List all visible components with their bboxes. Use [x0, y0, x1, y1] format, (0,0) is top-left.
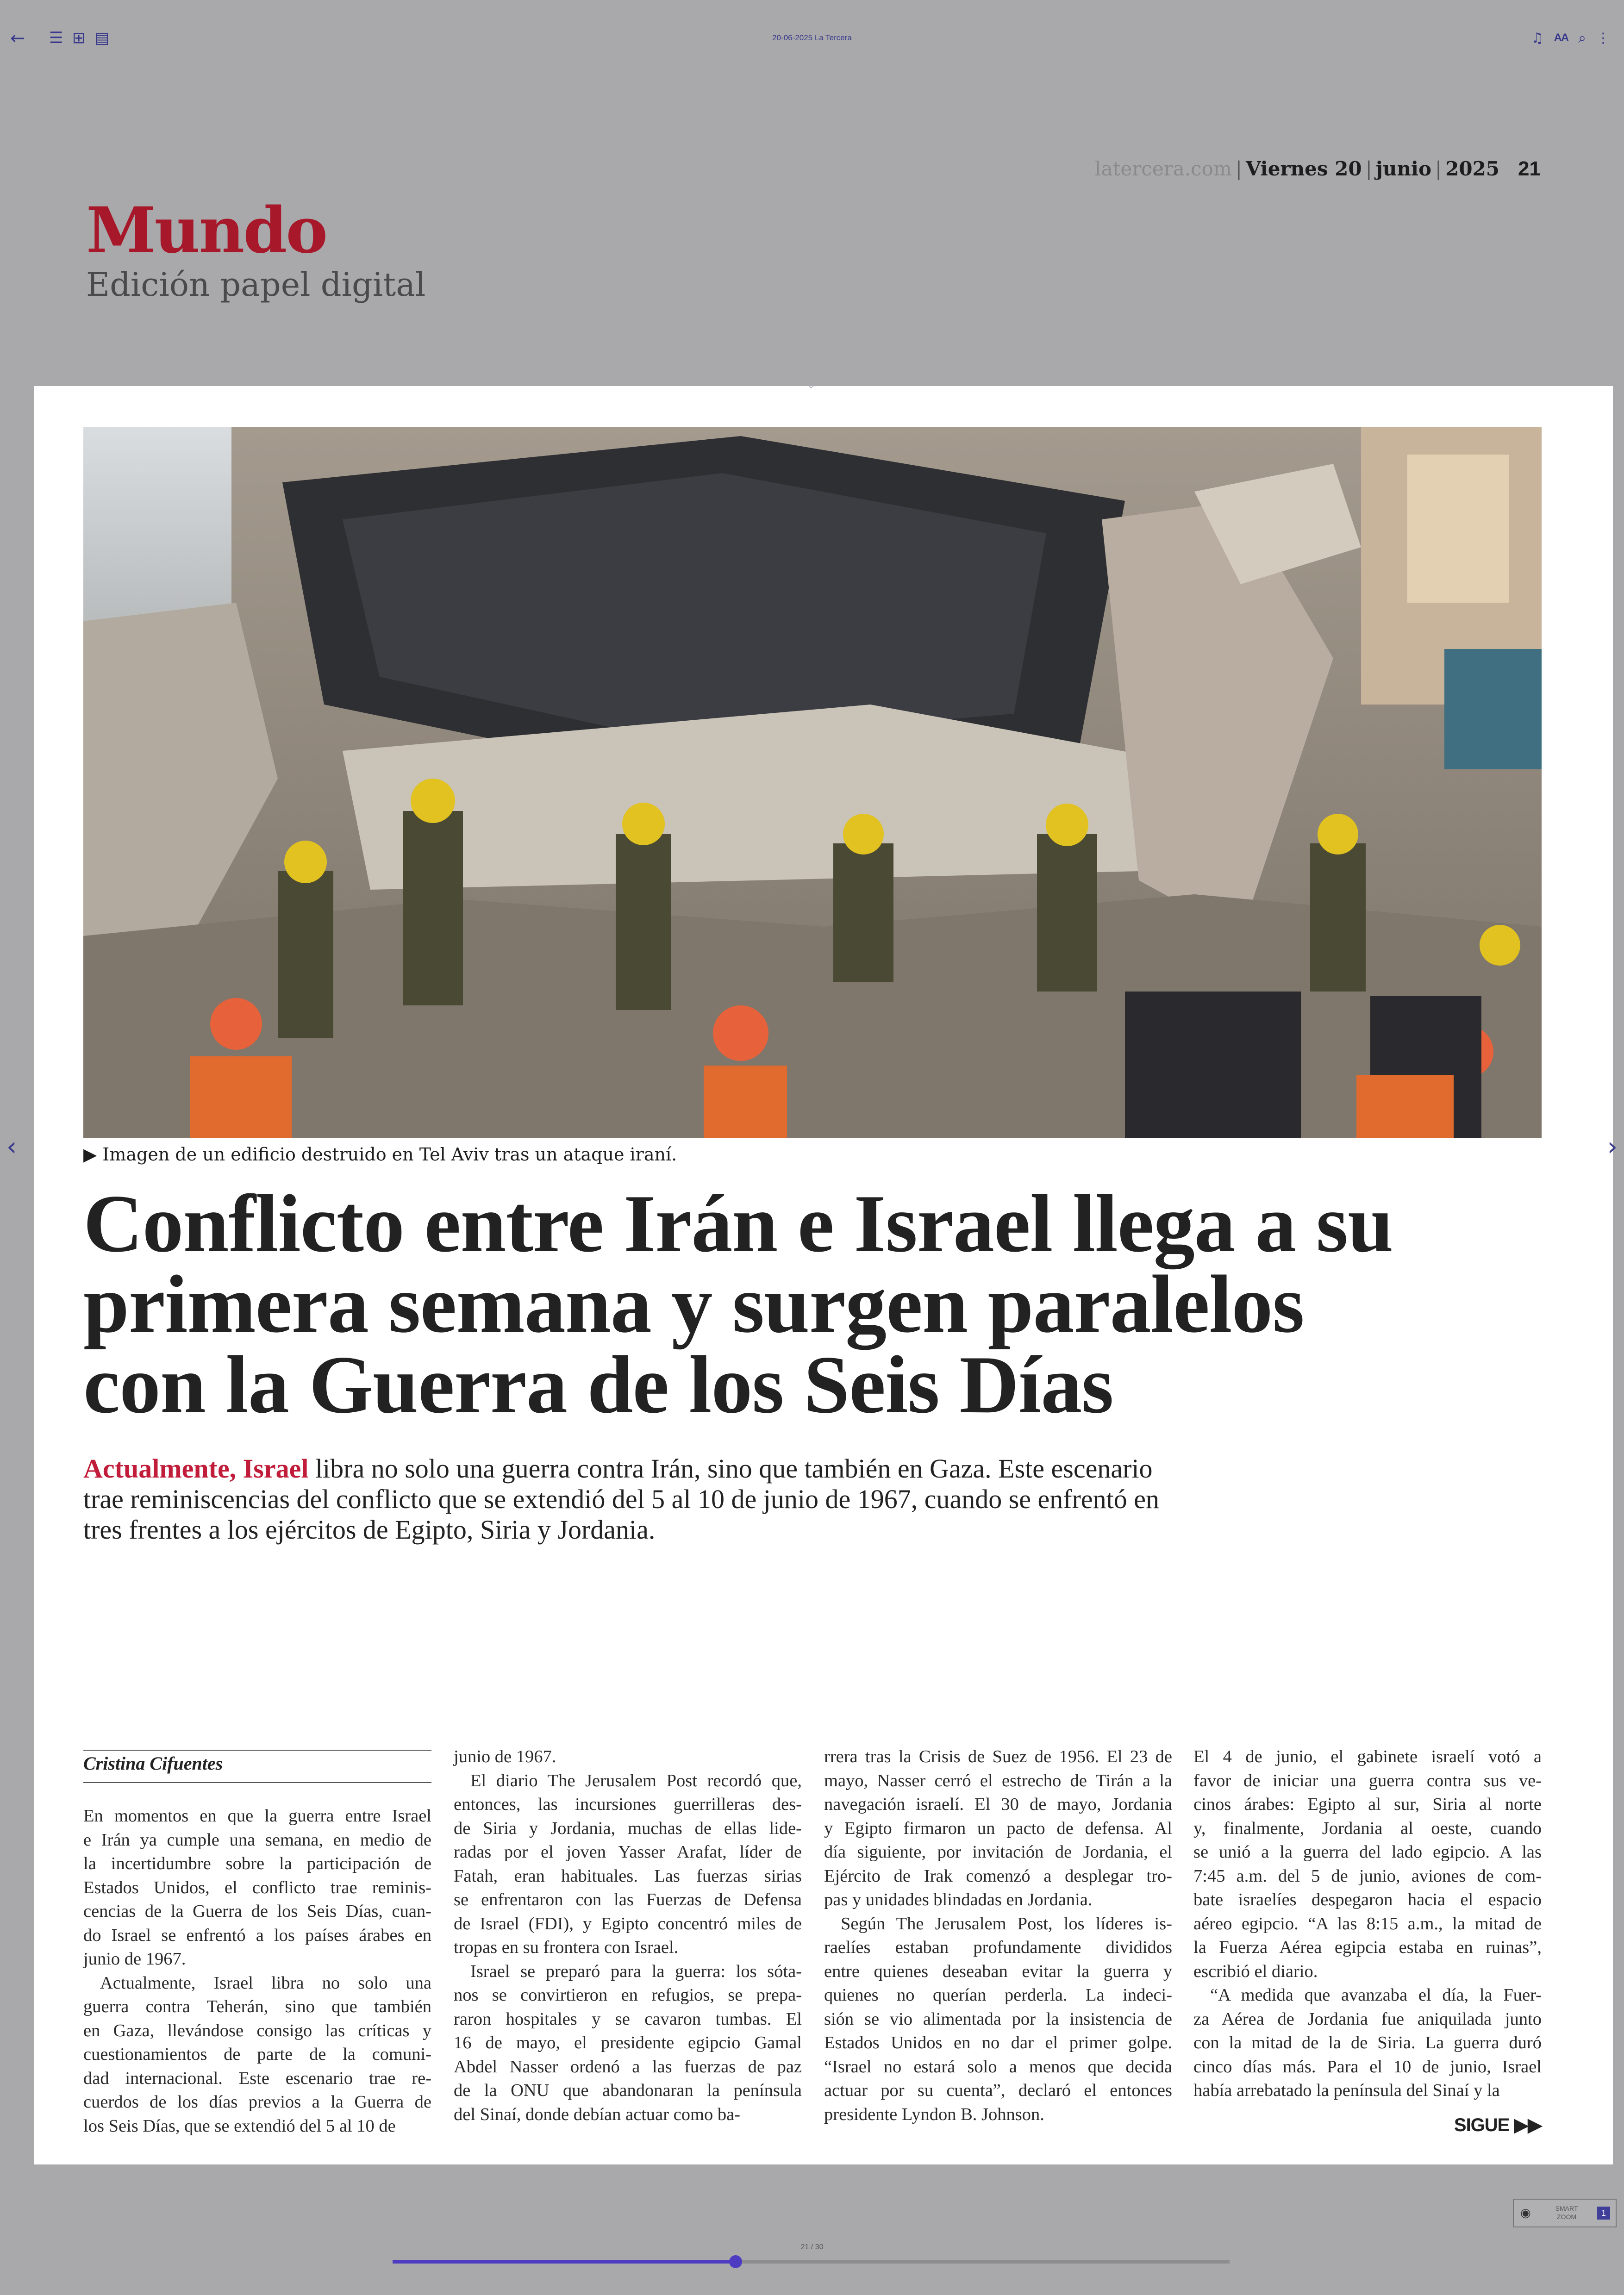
body-line: nos se convirtieron en refugios, se prepa- — [454, 1985, 802, 2005]
body-line: la incertidumbre sobre la participación de — [83, 1854, 431, 1873]
headline-line: primera semana y surgen paralelos — [83, 1258, 1304, 1350]
body-line: En momentos en que la guerra entre Israel — [83, 1806, 431, 1826]
top-toolbar — [0, 0, 1624, 79]
body-line: El diario The Jerusalem Post recordó que, — [470, 1771, 802, 1790]
body-line: cinco días más. Para el 10 de junio, Israel — [1193, 2057, 1542, 2077]
body-line: junio de 1967. — [83, 1949, 186, 1969]
photo-caption: ▶ Imagen de un edificio destruido en Tel Aviv tras un ataque iraní. — [83, 1144, 677, 1165]
body-line: la Fuerza Aérea egipcia estaba en ruinas”, — [1193, 1938, 1542, 1957]
body-line: quienes no querían perderla. La indeci- — [824, 1985, 1172, 2005]
chevron-right-icon[interactable]: › — [1607, 1132, 1618, 1162]
site-name: latercera.com — [1095, 157, 1232, 180]
search-icon[interactable]: ⌕ — [1578, 30, 1586, 46]
lead-text: trae reminiscencias del conflicto que se extendió del 5 al 10 de junio de 1967, cuando se enfrentó en — [83, 1484, 1160, 1514]
dateline-month: junio — [1375, 157, 1431, 180]
lead-highlight: Actualmente, Israel — [83, 1453, 309, 1484]
body-line: se enfrentaron con las Fuerzas de Defensa — [454, 1890, 802, 1909]
dateline-day: Viernes 20 — [1245, 157, 1362, 180]
body-line: mayo, Nasser cerró el estrecho de Tirán a la — [824, 1771, 1172, 1790]
body-line: presidente Lyndon B. Johnson. — [824, 2104, 1044, 2124]
lead-text: libra no solo una guerra contra Irán, sino que también en Gaza. Este escenario — [308, 1453, 1153, 1484]
body-line: día siguiente, por invitación de Jordania, el — [824, 1842, 1172, 1862]
body-line: cuestionamientos de parte de la comuni- — [83, 2045, 431, 2064]
article-photo — [83, 427, 1542, 1138]
body-line: se unió a la guerra del lado egipcio. A las — [1193, 1842, 1542, 1862]
edition-subtitle: Edición papel digital — [86, 266, 426, 304]
body-line: Según The Jerusalem Post, los líderes is- — [841, 1914, 1172, 1933]
body-line: dad internacional. Este escenario trae re- — [83, 2068, 431, 2088]
lead-text: tres frentes a los ejércitos de Egipto, Siria y Jordania. — [83, 1515, 656, 1545]
body-line: guerra contra Teherán, sino que también — [83, 1997, 431, 2016]
body-line: rrera tras la Crisis de Suez de 1956. El 23 de — [824, 1747, 1172, 1766]
body-line: Actualmente, Israel libra no solo una — [100, 1973, 431, 1993]
article-headline — [83, 1178, 1472, 1430]
eye-icon: ◉ — [1520, 2206, 1531, 2220]
page-icon[interactable]: ▤ — [94, 29, 110, 47]
body-line: tropas en su frontera con Israel. — [454, 1938, 679, 1957]
article-column-3 — [824, 1745, 1172, 2127]
smart-zoom-control[interactable] — [1513, 2199, 1617, 2227]
body-line: y Egipto firmaron un pacto de defensa. Al — [824, 1818, 1172, 1838]
body-line: de la ONU que abandonaran la península — [454, 2081, 802, 2100]
body-line: navegación israelí. El 30 de mayo, Jordania — [824, 1795, 1172, 1814]
grid-icon[interactable]: ⊞ — [72, 29, 86, 47]
body-line: Fatah, eran habituales. Las fuerzas sirias — [454, 1866, 802, 1886]
body-line: e Irán ya cumple una semana, en medio de — [83, 1830, 431, 1850]
chevron-left-icon[interactable]: ‹ — [6, 1132, 17, 1162]
headphones-icon[interactable]: ♫ — [1531, 30, 1544, 46]
body-line: raelíes estaban profundamente divididos — [824, 1938, 1172, 1957]
byline: Cristina Cifuentes — [83, 1753, 223, 1774]
body-line: do Israel se enfrentó a los países árabes en — [83, 1925, 431, 1945]
drag-handle-icon[interactable]: ⌄ — [806, 378, 816, 391]
body-line: con la mitad de la de Siria. La guerra duró — [1193, 2033, 1542, 2052]
body-line: de Israel (FDI), y Egipto concentró miles de — [454, 1914, 802, 1933]
body-line: 7:45 a.m. del 5 de junio, aviones de com- — [1193, 1866, 1542, 1886]
body-line: 16 de mayo, el presidente egipcio Gamal — [454, 2033, 802, 2052]
article-column-1 — [83, 1804, 431, 2138]
issue-title: 20-06-2025 La Tercera — [772, 33, 852, 42]
body-line: del Sinaí, donde debían actuar como ba- — [454, 2104, 740, 2124]
body-line: Estados Unidos en no dar el primer golpe. — [824, 2033, 1172, 2052]
page-progress-slider[interactable] — [393, 2260, 1230, 2264]
continue-label[interactable]: SIGUE ▶▶ — [1454, 2115, 1542, 2135]
body-line: actuar por su cuenta”, declaró el entonces — [824, 2081, 1172, 2100]
byline-rule — [83, 1782, 431, 1783]
body-line: Estados Unidos, el conflicto trae reminis- — [83, 1877, 431, 1897]
page-indicator: 21 / 30 — [800, 2243, 824, 2251]
article-lead — [83, 1453, 1268, 1545]
body-line: había arrebatado la península del Sinaí y la — [1193, 2081, 1500, 2100]
headline-line: Conflicto entre Irán e Israel llega a su — [83, 1178, 1393, 1269]
body-line: entonces, las incursiones guerrilleras des- — [454, 1795, 802, 1814]
article-column-4 — [1193, 1745, 1542, 2103]
body-line: los Seis Días, que se extendió del 5 al 10 de — [83, 2116, 396, 2136]
body-line: Ejército de Irak comenzó a desplegar tro- — [824, 1866, 1172, 1886]
body-line: en Gaza, llevándose consigo las críticas y — [83, 2021, 431, 2040]
byline-rule — [83, 1750, 431, 1751]
page-dateline: latercera.com | Viernes 20 | junio | 2025 21 — [1095, 157, 1541, 180]
article-column-2 — [454, 1745, 802, 2127]
rubble-scene-image — [83, 427, 1542, 1138]
body-line: “A medida que avanzaba el día, la Fuer- — [1210, 1985, 1542, 2005]
body-line: Israel se preparó para la guerra: los sóta- — [470, 1961, 802, 1981]
smart-zoom-toggle[interactable]: 1 — [1597, 2207, 1610, 2220]
text-size-button[interactable]: AA — [1554, 31, 1568, 44]
dateline-year: 2025 — [1445, 157, 1500, 180]
body-line: bate israelíes despegaron hacia el espacio — [1193, 1890, 1542, 1909]
more-vertical-icon[interactable]: ⋮ — [1596, 30, 1610, 46]
body-line: raron hospitales y se cavaron tumbas. El — [454, 2009, 802, 2029]
body-line: aéreo egipcio. “A las 8:15 a.m., la mitad de — [1193, 1914, 1542, 1933]
body-line: de Siria y Jordania, muchas de ellas lide- — [454, 1818, 802, 1838]
body-line: Abdel Nasser ordenó a las fuerzas de paz — [454, 2057, 802, 2077]
body-line: za Aérea de Jordania fue aniquilada junto — [1193, 2009, 1542, 2029]
list-icon[interactable]: ☰ — [49, 29, 63, 47]
body-line: y, finalmente, Jordania al oeste, cuando — [1193, 1818, 1542, 1838]
body-line: cencias de la Guerra de los Seis Días, cuan- — [83, 1902, 431, 1921]
smart-zoom-label: SMART ZOOM — [1555, 2205, 1578, 2220]
body-line: cuerdos de los días previos a la Guerra de — [83, 2092, 431, 2112]
back-arrow-icon[interactable]: ← — [10, 28, 25, 48]
body-line: “Israel no estará solo a menos que decida — [824, 2057, 1172, 2077]
body-line: escribió el diario. — [1193, 1961, 1318, 1981]
body-line: entre quienes deseaban evitar la guerra y — [824, 1961, 1172, 1981]
page-number: 21 — [1518, 157, 1541, 180]
body-line: pas y unidades blindadas en Jordania. — [824, 1890, 1093, 1909]
body-line: radas por el joven Yasser Arafat, líder de — [454, 1842, 802, 1862]
body-line: favor de iniciar una guerra contra sus ve- — [1193, 1771, 1542, 1790]
body-line: cinos árabes: Egipto al sur, Siria al norte — [1193, 1795, 1542, 1814]
progress-fill — [393, 2260, 736, 2264]
toolbar-actions — [1531, 29, 1610, 47]
progress-knob[interactable] — [729, 2255, 742, 2268]
body-line: junio de 1967. — [454, 1747, 556, 1766]
headline-line: con la Guerra de los Seis Días — [83, 1339, 1113, 1430]
body-line: El 4 de junio, el gabinete israelí votó a — [1193, 1747, 1542, 1766]
body-line: sión se vio alimentada por la insistencia de — [824, 2009, 1172, 2029]
section-title: Mundo — [86, 193, 327, 268]
